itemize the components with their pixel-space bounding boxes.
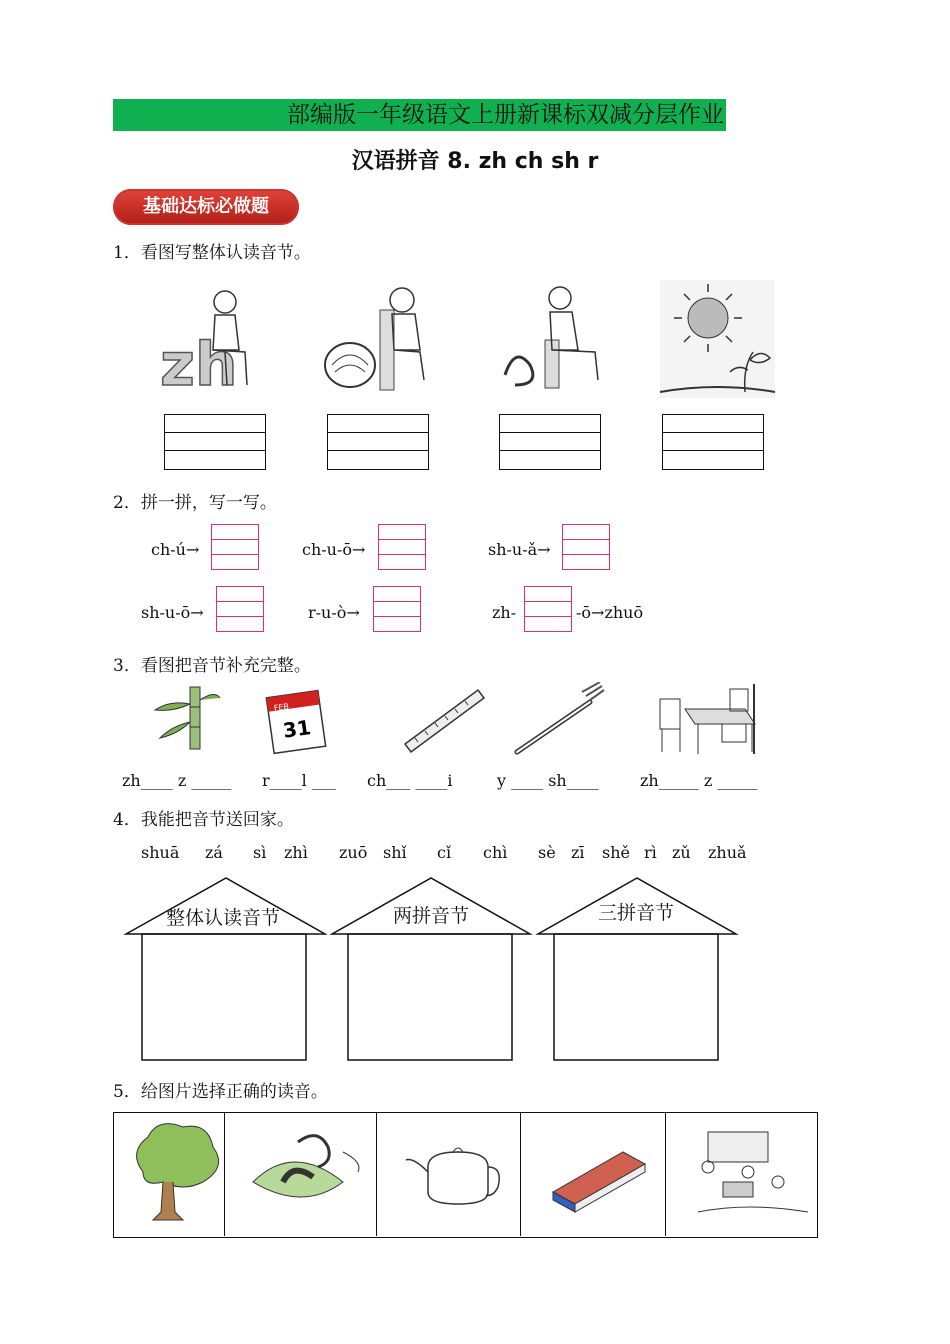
syllable: zǔ bbox=[672, 843, 691, 862]
syllable: zī bbox=[571, 843, 585, 862]
syllable: zhuǎ bbox=[708, 843, 747, 862]
q2-answer-box-3[interactable] bbox=[562, 524, 610, 570]
q2-item-zhuo: -ō→zhuō bbox=[576, 603, 644, 622]
house-3-label: 三拼音节 bbox=[598, 902, 675, 924]
calendar-month: FEB bbox=[273, 701, 290, 713]
sun-sprout-icon bbox=[660, 280, 775, 398]
page-title: 汉语拼音 8. zh ch sh r bbox=[351, 149, 599, 174]
syllable: chì bbox=[483, 843, 508, 862]
zh-figure-icon bbox=[160, 291, 247, 400]
book-icon bbox=[553, 1152, 645, 1212]
q2-answer-box-6[interactable] bbox=[524, 586, 572, 632]
question-3-label: 3．看图把音节补充完整。 bbox=[113, 656, 311, 676]
syllable: shuā bbox=[141, 843, 180, 862]
syllable: shě bbox=[602, 843, 630, 862]
table-chairs-icon bbox=[660, 684, 755, 754]
tree-icon bbox=[137, 1124, 219, 1220]
q2-item-shuo: sh-u-ō→ bbox=[141, 603, 204, 622]
q1-illustrations bbox=[155, 280, 775, 400]
toothbrush-icon bbox=[517, 682, 604, 752]
syllable: shǐ bbox=[383, 843, 407, 862]
question-2-label: 2．拼一拼，写一写。 bbox=[113, 493, 277, 513]
bamboo-icon bbox=[155, 687, 220, 749]
q2-item-ruo: r-u-ò→ bbox=[308, 603, 360, 622]
q3-illustrations bbox=[140, 682, 760, 758]
q2-answer-box-4[interactable] bbox=[216, 586, 264, 632]
q1-answer-box-1[interactable] bbox=[164, 414, 266, 470]
q3-blank-2[interactable]: r____l ___ bbox=[262, 771, 336, 790]
syllable: sè bbox=[538, 843, 556, 862]
q1-answer-box-4[interactable] bbox=[662, 414, 764, 470]
q1-answer-box-2[interactable] bbox=[327, 414, 429, 470]
ruler-icon bbox=[405, 690, 484, 752]
syllable: cǐ bbox=[437, 843, 452, 862]
series-banner: 部编版一年级语文上册新课标双减分层作业 bbox=[113, 99, 726, 131]
syllable: sì bbox=[253, 843, 267, 862]
ch-figure-icon bbox=[325, 288, 424, 390]
q2-item-shua: sh-u-ǎ→ bbox=[488, 540, 551, 559]
teapot-icon bbox=[406, 1148, 499, 1204]
q1-answer-box-3[interactable] bbox=[499, 414, 601, 470]
q2-item-chu: ch-ú→ bbox=[151, 540, 200, 559]
q2-answer-box-2[interactable] bbox=[378, 524, 426, 570]
q3-blank-3[interactable]: ch___ ____i bbox=[367, 771, 453, 790]
q2-item-zh: zh- bbox=[492, 603, 517, 622]
syllable: zuō bbox=[339, 843, 368, 862]
q5-illustrations bbox=[113, 1112, 818, 1238]
sh-figure-icon bbox=[505, 287, 598, 388]
house-1-label: 整体认读音节 bbox=[166, 907, 281, 929]
section-badge: 基础达标必做题 bbox=[113, 189, 299, 225]
q2-answer-box-1[interactable] bbox=[211, 524, 259, 570]
q2-answer-box-5[interactable] bbox=[373, 586, 421, 632]
classroom-icon bbox=[698, 1132, 808, 1212]
calendar-day: 31 bbox=[281, 715, 313, 743]
syllable: zá bbox=[205, 843, 223, 862]
silkworm-leaf-icon bbox=[253, 1136, 359, 1197]
q3-blank-1[interactable]: zh____ z _____ bbox=[122, 771, 232, 790]
zh-letter-art: zh bbox=[160, 330, 238, 400]
question-5-label: 5．给图片选择正确的读音。 bbox=[113, 1082, 328, 1102]
q3-blank-4[interactable]: y ____ sh____ bbox=[497, 771, 599, 790]
question-1-label: 1．看图写整体认读音节。 bbox=[113, 243, 311, 263]
q3-blank-5[interactable]: zh_____ z _____ bbox=[640, 771, 758, 790]
q2-item-chuo: ch-u-ō→ bbox=[302, 540, 366, 559]
question-4-label: 4．我能把音节送回家。 bbox=[113, 810, 294, 830]
syllable: rì bbox=[644, 843, 657, 862]
syllable: zhì bbox=[284, 843, 308, 862]
house-2-label: 两拼音节 bbox=[393, 905, 470, 927]
calendar-icon bbox=[266, 691, 325, 754]
